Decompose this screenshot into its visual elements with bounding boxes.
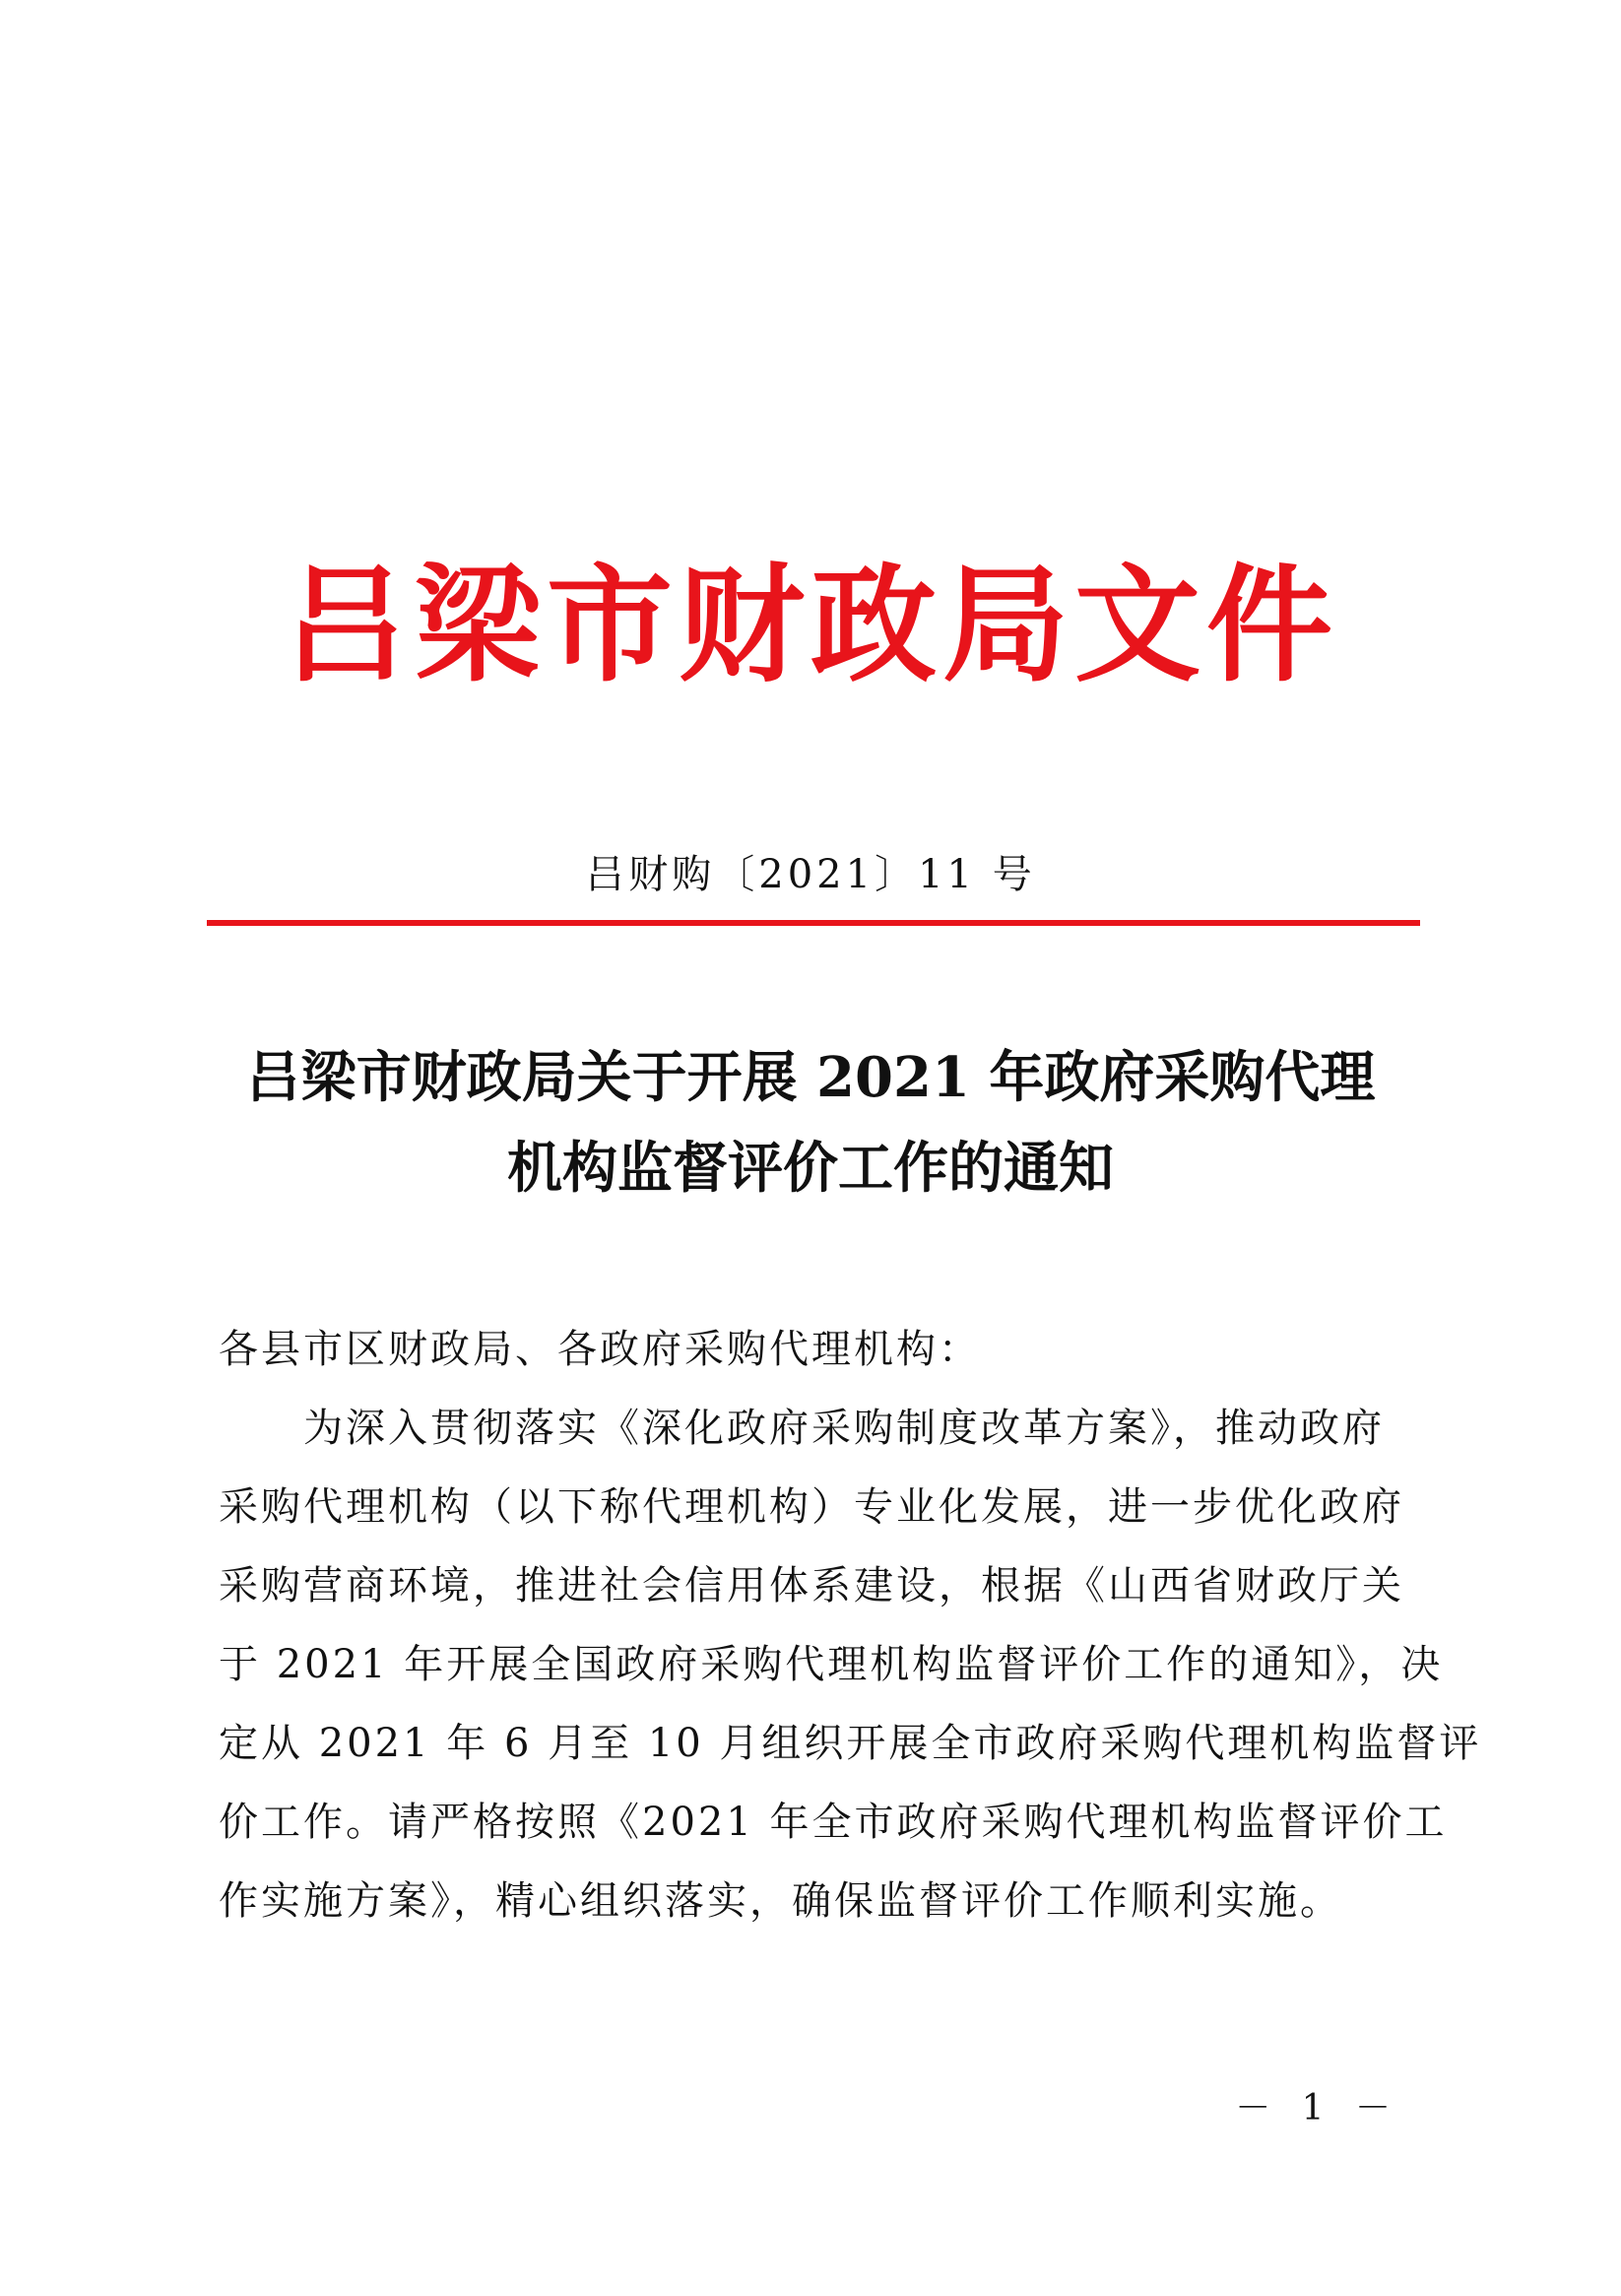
notice-title-line: 吕梁市财政局关于开展 2021 年政府采购代理 xyxy=(245,1045,1376,1110)
paragraph-line: 作实施方案》，精心组织落实，确保监督评价工作顺利实施。 xyxy=(219,1878,1342,1924)
paragraph-line: 采购营商环境，推进社会信用体系建设，根据《山西省财政厅关 xyxy=(219,1563,1404,1608)
paragraph-line: 为深入贯彻落实《深化政府采购制度改革方案》，推动政府 xyxy=(303,1406,1385,1451)
document-number: 吕财购〔2021〕11 号 xyxy=(585,852,1036,897)
paragraph-line: 价工作。请严格按照《2021 年全市政府采购代理机构监督评价工 xyxy=(219,1800,1448,1845)
body-text xyxy=(219,1310,1482,1940)
issuer-title: 吕梁市财政局文件 xyxy=(282,552,1338,699)
notice-title-line: 机构监督评价工作的通知 xyxy=(507,1136,1114,1201)
page-number: － 1 － xyxy=(1235,2088,1400,2129)
paragraph-line: 采购代理机构（以下称代理机构）专业化发展，进一步优化政府 xyxy=(219,1484,1404,1530)
notice-title xyxy=(0,1032,1621,1214)
paragraph-line: 于 2021 年开展全国政府采购代理机构监督评价工作的通知》，决 xyxy=(219,1642,1444,1687)
red-divider xyxy=(207,920,1420,926)
paragraph-line: 定从 2021 年 6 月至 10 月组织开展全市政府采购代理机构监督评 xyxy=(219,1721,1482,1766)
salutation: 各县市区财政局、各政府采购代理机构： xyxy=(219,1327,981,1372)
